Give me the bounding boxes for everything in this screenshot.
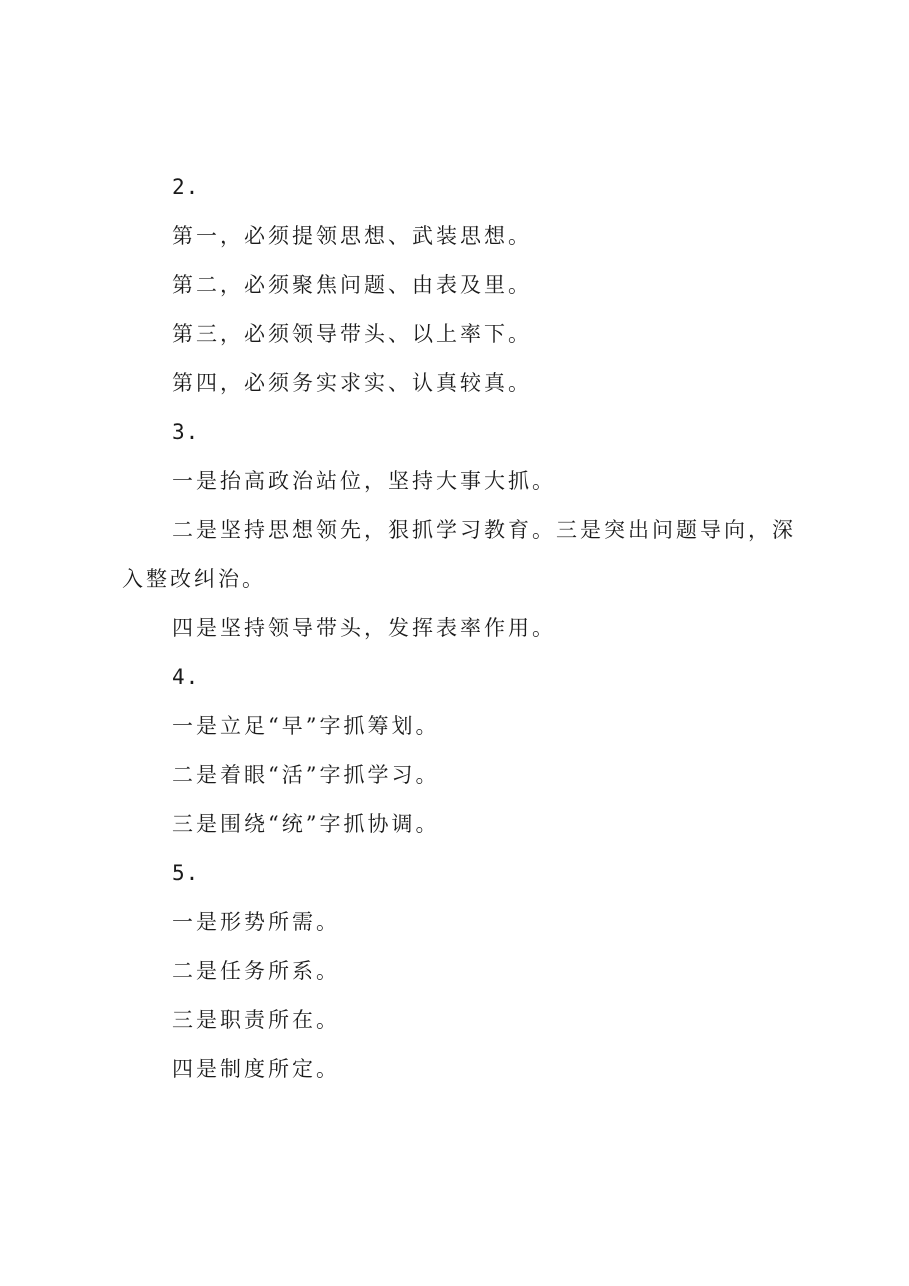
section-number-5: 5. [172, 861, 200, 885]
paragraph-third: 第三，必须领导带头、以上率下。 [172, 322, 532, 346]
section-number-2: 2. [172, 175, 200, 199]
section-number-4: 4. [172, 665, 200, 689]
paragraph-one: 一是抬高政治站位，坚持大事大抓。 [172, 469, 556, 493]
paragraph-duty: 三是职责所在。 [172, 1008, 340, 1032]
paragraph-first: 第一，必须提领思想、武装思想。 [172, 224, 532, 248]
paragraph-situation: 一是形势所需。 [172, 910, 340, 934]
paragraph-second: 第二，必须聚焦问题、由表及里。 [172, 273, 532, 297]
paragraph-task: 二是任务所系。 [172, 959, 340, 983]
paragraph-active: 二是着眼“活”字抓学习。 [172, 763, 440, 787]
document-body [122, 163, 802, 1094]
section-number-3: 3. [172, 420, 200, 444]
paragraph-fourth: 第四，必须务实求实、认真较真。 [172, 371, 532, 395]
paragraph-four: 四是坚持领导带头，发挥表率作用。 [172, 616, 556, 640]
paragraph-system: 四是制度所定。 [172, 1057, 340, 1081]
paragraph-two-three: 二是坚持思想领先，狠抓学习教育。三是突出问题导向，深入整改纠治。 [122, 518, 796, 591]
paragraph-coordinate: 三是围绕“统”字抓协调。 [172, 812, 440, 836]
paragraph-early: 一是立足“早”字抓筹划。 [172, 714, 440, 738]
